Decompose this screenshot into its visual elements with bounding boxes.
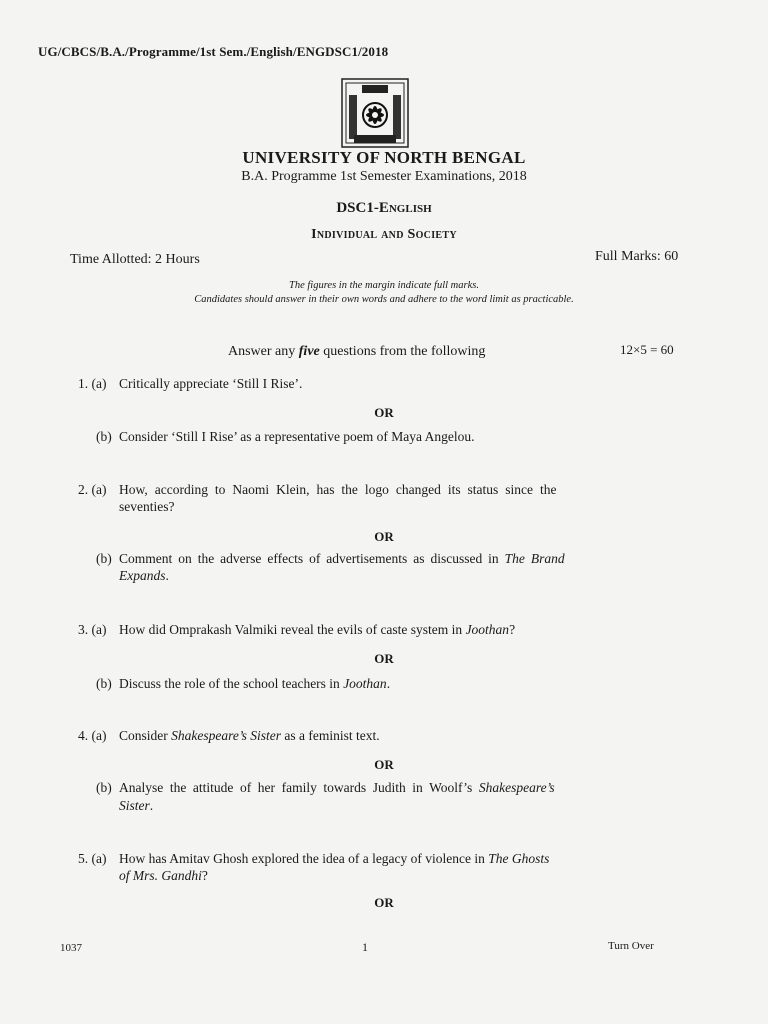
paper-name: DSC1-English [336,200,432,216]
q2-or: OR [374,529,394,544]
exam-name: B.A. Programme 1st Semester Examinations, 2018 [241,169,527,184]
q1-part-a: Critically appreciate ‘Still I Rise’. [119,376,303,391]
q1-or: OR [374,405,394,420]
q3-part-b: Discuss the role of the school teachers in Joothan. [119,676,391,691]
q1-number: 1. (a) [78,376,107,391]
q3-or: OR [374,651,394,666]
q4-part-a: Consider Shakespeare’s Sister as a feminist text. [119,728,380,743]
q2-b-label: (b) [96,551,112,566]
q4-or: OR [374,757,394,772]
q2-part-a-line2: seventies? [119,499,175,514]
q3-part-a: How did Omprakash Valmiki reveal the evils of caste system in Joothan? [119,622,516,637]
paper-title: Individual and Society [311,227,457,242]
q5-or: OR [374,895,394,910]
page-number: 1 [362,940,368,954]
q3-b-label: (b) [96,676,112,691]
q4-b-label: (b) [96,780,112,795]
footer-code: 1037 [60,942,82,954]
q2-part-b-line2: Expands. [119,568,169,583]
paper-code: UG/CBCS/B.A./Programme/1st Sem./English/ENGDSC1/2018 [38,44,389,59]
university-name: UNIVERSITY OF NORTH BENGAL [242,148,526,167]
q2-part-a-line1: How, according to Naomi Klein, has the logo changed its status since the [119,482,557,497]
q2-part-b-line1: Comment on the adverse effects of advertisements as discussed in The Brand [119,551,565,566]
q4-part-b-line1: Analyse the attitude of her family towards Judith in Woolf’s Shakespeare’s [119,780,555,795]
q3-number: 3. (a) [78,622,107,637]
time-allotted: Time Allotted: 2 Hours [70,252,200,267]
turn-over: Turn Over [608,940,654,952]
q5-number: 5. (a) [78,851,107,866]
q1-b-label: (b) [96,429,112,444]
q4-number: 4. (a) [78,728,107,743]
margin-note: The figures in the margin indicate full marks. [289,280,479,291]
q4-part-b-line2: Sister. [119,798,154,813]
university-emblem [340,77,410,149]
q1-part-b: Consider ‘Still I Rise’ as a representative poem of Maya Angelou. [119,429,475,444]
word-limit-note: Candidates should answer in their own words and adhere to the word limit as practicable. [194,294,574,305]
instruction: Answer any five questions from the following [228,344,486,359]
score-formula: 12×5 = 60 [620,342,674,357]
q5-part-a-line2: of Mrs. Gandhi? [119,868,208,883]
q2-number: 2. (a) [78,482,107,497]
q5-part-a-line1: How has Amitav Ghosh explored the idea of a legacy of violence in The Ghosts [119,851,550,866]
full-marks: Full Marks: 60 [595,249,679,264]
